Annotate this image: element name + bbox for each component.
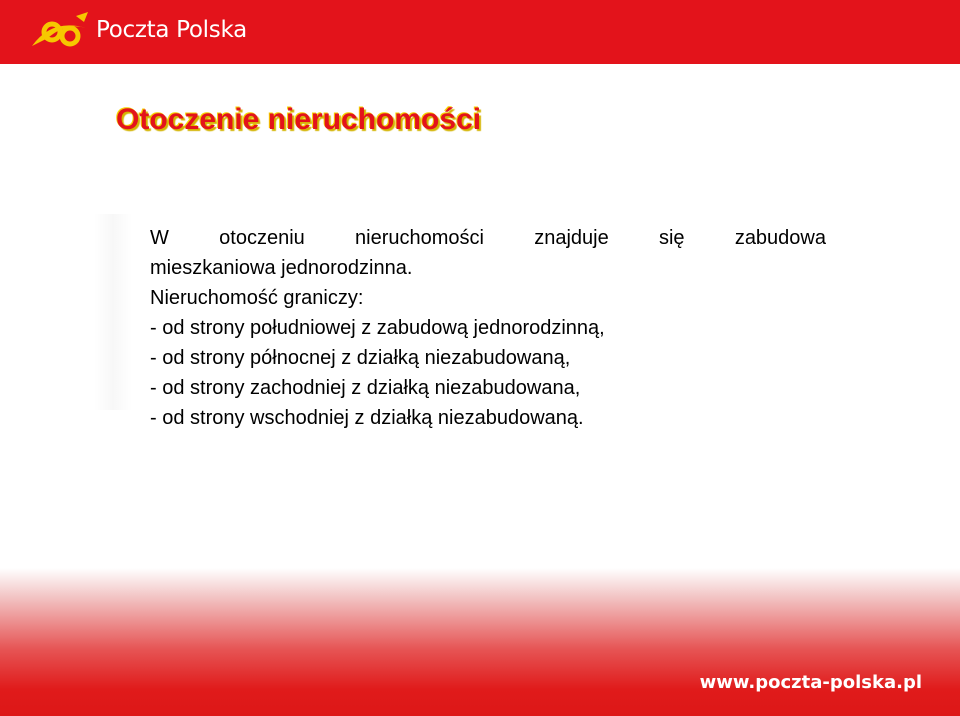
footer-band bbox=[0, 568, 960, 716]
word: zabudowa bbox=[734, 227, 826, 249]
body-line: - od strony południowej z zabudową jednorodzinną, bbox=[150, 317, 605, 339]
poczta-polska-logo-icon bbox=[26, 8, 92, 54]
body-line: - od strony północnej z działką niezabudowaną, bbox=[150, 347, 571, 369]
brand-name: Poczta Polska bbox=[96, 17, 247, 43]
body-line: Nieruchomość graniczy: bbox=[150, 287, 364, 309]
body-line: mieszkaniowa jednorodzinna. bbox=[150, 257, 413, 279]
word: się bbox=[658, 227, 685, 249]
body-line: - od strony zachodniej z działką niezabudowana, bbox=[150, 377, 581, 399]
slide-body bbox=[150, 223, 826, 433]
body-line: - od strony wschodniej z działką niezabudowaną. bbox=[150, 407, 584, 429]
footer-url: www.poczta-polska.pl bbox=[699, 672, 922, 693]
word: W bbox=[150, 227, 169, 249]
background-decoration bbox=[94, 214, 132, 410]
slide-title: Otoczenie nieruchomości bbox=[116, 103, 482, 136]
body-line-justified bbox=[150, 223, 826, 253]
word: nieruchomości bbox=[355, 227, 484, 249]
word: znajduje bbox=[534, 227, 609, 249]
header-bar bbox=[0, 0, 960, 64]
word: otoczeniu bbox=[219, 227, 305, 249]
